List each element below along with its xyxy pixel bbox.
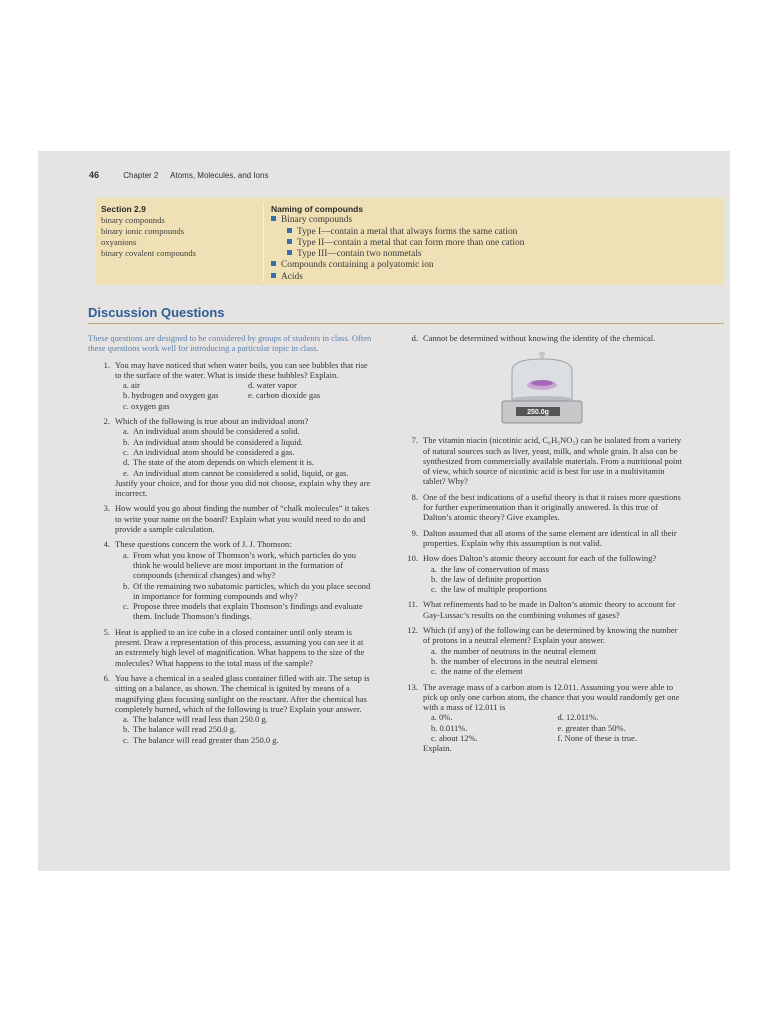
question-2: 2. Which of the following is true about an individual atom? a. An individual atom should be considered a solid. b. An individual atom should be considered a liquid. c. An individual atom should be considered a gas. d. The state of the atom depends on which element it is. e. An individual atom cannot be considered a solid, liquid, or gas. Justify your choice, and for those you did not choose, explain why they are incorrect.	[103, 416, 371, 499]
bullet-item: Type I—contain a metal that always forms the same cation	[271, 227, 524, 238]
chapter-label: Chapter 2	[123, 171, 159, 180]
question-1: 1. You may have noticed that when water boils, you can see bubbles that rise to the surface of the water. What is inside these bubbles? Explain. a. air d. water vapor b. hydrogen and oxygen gas e. carbon dioxide gas c. oxygen gas	[88, 360, 373, 411]
question-12: 12. Which (if any) of the following can be determined by knowing the number of protons in a neutral element? Explain your answer. a. the number of neutrons in the neutral element b. the number of electrons in the neutral element c. the name of the element	[407, 625, 678, 677]
left-column	[88, 333, 373, 750]
running-header	[89, 170, 268, 180]
question-4: 4. These questions concern the work of J. J. Thomson: a. From what you know of Thomson’s work, which particles do you think he would believe are most important in the formation of compounds (chemical changes) and why? b. Of the remaining two subatomic particles, which do you place second in importance for forming compounds and why? c. Propose three models that explain Thomson’s findings and evaluate them. Include Thomson’s findings.	[103, 539, 371, 622]
section-title: Section 2.9	[101, 204, 146, 214]
question-5: 5. Heat is applied to an ice cube in a closed container until only steam is present. Draw a representation of this process, assuming you can see it at an extremely high level of magnification. What happens to the size of the molecules? What happens to the total mass of the sample?	[103, 626, 365, 668]
naming-list	[271, 204, 524, 283]
right-column	[396, 333, 684, 759]
question-7: 7. The vitamin niacin (nicotinic acid, C₆H₅NO₂) can be isolated from a variety of natural sources such as liver, yeast, milk, and whole grain. It also can be synthesized from commercially available materials. From a nutritional point of view, which source of nicotinic acid is best for use in a multivitamin tablet? Why?	[411, 435, 682, 487]
discussion-title: Discussion Questions	[88, 305, 225, 320]
intro-text: These questions are designed to be considered by groups of students in class. Often these questions work well for introducing a particular topic in class.	[88, 333, 372, 354]
square-bullet-icon	[271, 261, 276, 266]
bullet-item: Type II—contain a metal that can form more than one cation	[271, 238, 524, 249]
term: binary ionic compounds	[101, 226, 185, 236]
naming-title: Naming of compounds	[271, 204, 364, 214]
square-bullet-icon	[287, 239, 292, 244]
bullet-item: Acids	[271, 272, 524, 283]
balance-with-bell-jar-icon	[496, 349, 588, 427]
question-11: 11. What refinements had to be made in Dalton’s atomic theory to account for Gay-Lussac’s results on the combining volumes of gases?	[407, 599, 676, 620]
question-3: 3. How would you go about finding the number of “chalk molecules” it takes to write your name on the board? Explain what you would need to do and provide a sample calculation.	[103, 503, 369, 535]
answer-options: a. air d. water vapor b. hydrogen and oxygen gas e. carbon dioxide gas c. oxygen gas	[123, 380, 321, 411]
page-number: 46	[89, 170, 100, 180]
term: binary covalent compounds	[101, 248, 196, 258]
answer-options: a. 0%. d. 12.011%. b. 0.011%. e. greater than 50%. c. about 12%. f. None of these is true.	[431, 712, 638, 744]
square-bullet-icon	[287, 228, 292, 233]
square-bullet-icon	[271, 273, 276, 278]
question-6-option-d: d. Cannot be determined without knowing the identity of the chemical.	[411, 333, 656, 343]
section-terms	[101, 204, 196, 259]
title-rule	[88, 323, 724, 324]
bullet-item: Binary compounds	[271, 215, 524, 226]
summary-divider	[263, 202, 264, 282]
question-6: 6. You have a chemical in a sealed glass container filled with air. The setup is sitting on a balance, as shown. The chemical is ignited by means of a magnifying glass focusing sunlight on the reactant. After the chemical has completely burned, which of the following is true? Explain your answer. a. The balance will read less than 250.0 g. b. The balance will read 250.0 g. c. The balance will read greater than 250.0 g.	[103, 672, 370, 745]
bullet-item: Compounds containing a polyatomic ion	[271, 260, 524, 271]
balance-figure	[496, 349, 588, 427]
question-8: 8. One of the best indications of a useful theory is that it raises more questions for further experimentation than it originally answered. Is this true of Dalton’s atomic theory? Give examples.	[411, 491, 681, 523]
question-13: 13. The average mass of a carbon atom is 12.011. Assuming you were able to pick up only one carbon atom, the chance that you would randomly get one with a mass of 12.011 is a. 0%. d. 12.011%. b. 0.011%. e. greater than 50%. c. about 12%. f. None of these is true. Explain.	[396, 682, 684, 754]
summary-box	[96, 198, 724, 285]
square-bullet-icon	[271, 216, 276, 221]
textbook-page	[38, 151, 730, 871]
question-10: 10. How does Dalton’s atomic theory account for each of the following? a. the law of conservation of mass b. the law of definite proportion c. the law of multiple proportions	[407, 553, 657, 595]
bullet-item: Type III—contain two nonmetals	[271, 249, 524, 260]
square-bullet-icon	[287, 250, 292, 255]
term: binary compounds	[101, 215, 165, 225]
term: oxyanions	[101, 237, 137, 247]
question-9: 9. Dalton assumed that all atoms of the same element are identical in all their properties. Explain why this assumption is not valid.	[411, 527, 677, 548]
chapter-title: Atoms, Molecules, and Ions	[170, 171, 269, 180]
balance-reading: 250.0g	[527, 409, 549, 417]
